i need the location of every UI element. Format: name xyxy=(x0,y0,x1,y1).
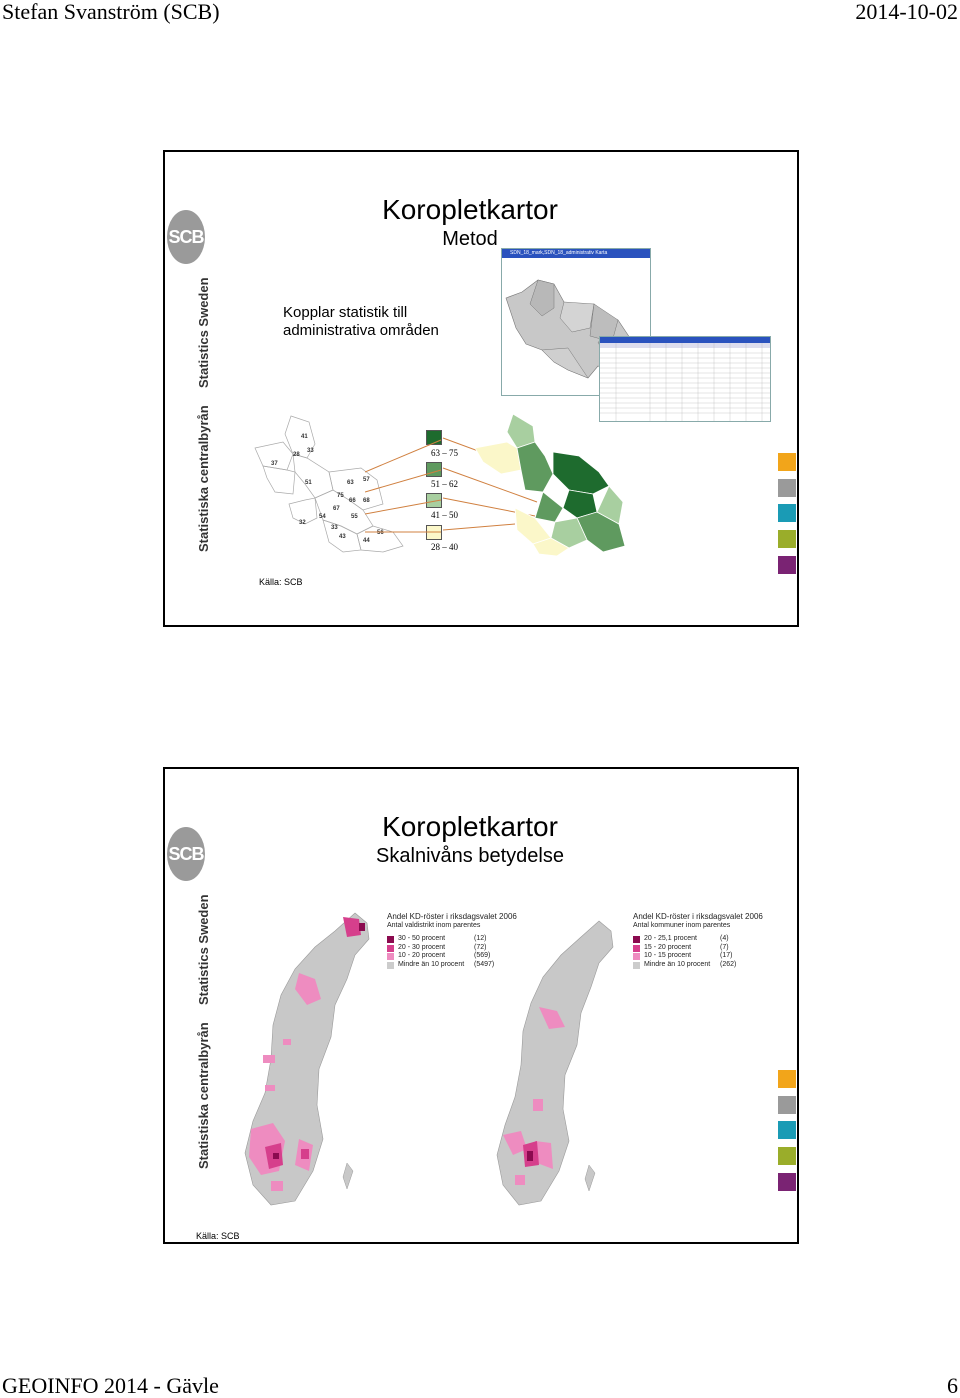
accent-square-gray xyxy=(778,1096,796,1114)
brand-vertical-en: Statistics Sweden xyxy=(196,277,211,388)
svg-text:57: 57 xyxy=(363,477,370,483)
right-legend-subtitle: Antal kommuner inom parentes xyxy=(633,922,731,929)
accent-square-teal xyxy=(778,504,796,522)
scb-logo: SCB xyxy=(167,210,205,264)
legend-label-3: 41 – 50 xyxy=(431,510,458,520)
slide-subtitle: Metod xyxy=(442,228,498,250)
svg-text:43: 43 xyxy=(339,534,346,540)
svg-text:75: 75 xyxy=(337,493,344,499)
slide-skalniva xyxy=(163,767,799,1244)
left-legend-title: Andel KD-röster i riksdagsvalet 2006 xyxy=(387,912,517,921)
sweden-map-valdistrikt xyxy=(243,909,383,1209)
svg-text:54: 54 xyxy=(319,514,326,520)
footer-event: GEOINFO 2014 - Gävle xyxy=(2,1373,219,1398)
accent-square-gray xyxy=(778,479,796,497)
svg-text:67: 67 xyxy=(333,506,340,512)
slide-title: Koropletkartor xyxy=(382,194,558,225)
left-legend-row-2: 20 - 30 procent (72) xyxy=(387,944,494,953)
slide-metod xyxy=(163,150,799,627)
sweden-map-kommuner xyxy=(495,919,625,1209)
source-note: Källa: SCB xyxy=(196,1231,240,1241)
svg-text:37: 37 xyxy=(271,461,278,467)
right-legend-title: Andel KD-röster i riksdagsvalet 2006 xyxy=(633,912,763,921)
svg-text:66: 66 xyxy=(349,498,356,504)
left-legend-row-3: 10 - 20 procent (569) xyxy=(387,952,494,961)
slide-title: Koropletkartor xyxy=(382,811,558,842)
svg-text:44: 44 xyxy=(363,538,370,544)
accent-square-green xyxy=(778,1147,796,1165)
svg-text:41: 41 xyxy=(301,434,308,440)
brand-vertical-sv: Statistiska centralbyrån xyxy=(196,405,211,552)
left-legend-row-4: Mindre än 10 procent (5497) xyxy=(387,961,494,970)
right-legend-row-4: Mindre än 10 procent (262) xyxy=(633,961,736,970)
header-author: Stefan Svanström (SCB) xyxy=(2,0,220,24)
legend-label-2: 51 – 62 xyxy=(431,479,458,489)
left-legend-row-1: 30 - 50 procent (12) xyxy=(387,935,494,944)
svg-text:56: 56 xyxy=(377,530,384,536)
header-date: 2014-10-02 xyxy=(855,0,958,24)
legend-label-1: 63 – 75 xyxy=(431,448,458,458)
window-titlebar: SDN_18_mark,SDN_18_administrativ Karta xyxy=(502,249,650,258)
svg-text:55: 55 xyxy=(351,514,358,520)
svg-text:33: 33 xyxy=(307,448,314,454)
left-legend-subtitle: Antal valdistrikt inom parentes xyxy=(387,922,481,929)
accent-square-orange xyxy=(778,453,796,471)
brand-vertical-en: Statistics Sweden xyxy=(196,894,211,1005)
scb-logo: SCB xyxy=(167,827,205,881)
svg-text:63: 63 xyxy=(347,480,354,486)
slide-subtitle: Skalnivåns betydelse xyxy=(376,845,564,867)
right-legend-row-2: 15 - 20 procent (7) xyxy=(633,944,736,953)
left-legend xyxy=(387,935,494,969)
svg-text:33: 33 xyxy=(331,525,338,531)
svg-text:51: 51 xyxy=(305,480,312,486)
accent-square-orange xyxy=(778,1070,796,1088)
legend-label-4: 28 – 40 xyxy=(431,542,458,552)
accent-square-purple xyxy=(778,1173,796,1191)
svg-text:28: 28 xyxy=(293,452,300,458)
accent-square-green xyxy=(778,530,796,548)
choropleth-map-green xyxy=(473,412,631,558)
svg-text:68: 68 xyxy=(363,498,370,504)
svg-text:32: 32 xyxy=(299,520,306,526)
accent-square-purple xyxy=(778,556,796,574)
brand-vertical-sv: Statistiska centralbyrån xyxy=(196,1022,211,1169)
accent-square-teal xyxy=(778,1121,796,1139)
body-text: Kopplar statistik till administrativa områden xyxy=(283,304,439,339)
attribute-table xyxy=(599,336,771,422)
source-note: Källa: SCB xyxy=(259,577,303,587)
right-legend xyxy=(633,935,736,969)
page-number: 6 xyxy=(947,1373,958,1398)
right-legend-row-1: 20 - 25,1 procent (4) xyxy=(633,935,736,944)
right-legend-row-3: 10 - 15 procent (17) xyxy=(633,952,736,961)
